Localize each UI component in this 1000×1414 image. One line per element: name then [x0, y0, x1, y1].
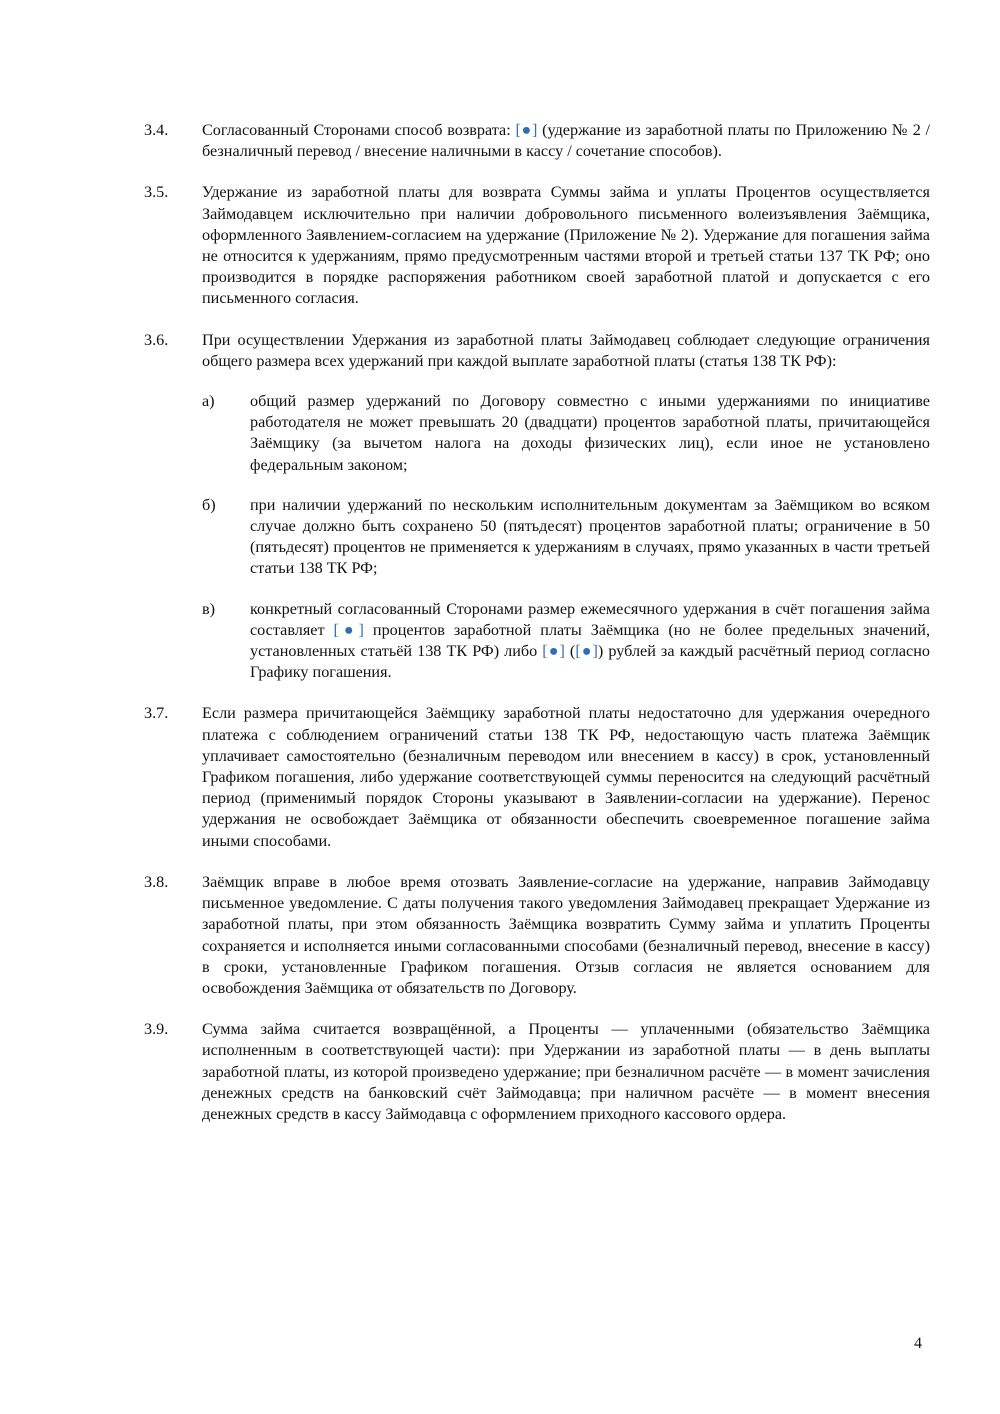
text-fragment: ) рублей за каждый расчётный период согласно Графику погашения. — [250, 642, 931, 682]
placeholder-marker: [●] — [575, 642, 598, 661]
clause-number: 3.4. — [144, 121, 169, 139]
clause-text: Удержание из заработной платы для возврата Суммы займа и уплаты Процентов осуществляется Займодавцем исключительно при наличии добровольного письменного волеизъявления Заёмщика, оформленного Заявлением-согласием на удержание (Приложение № 2). Удержание для погашения займа не относится к удержаниям, прямо предусмотренным частями второй и третьей статьи 137 ТК РФ; оно производится в порядке распоряжения работником своей заработной платой и допускается с его письменного согласия. — [202, 183, 930, 308]
subclause-text: при наличии удержаний по нескольким исполнительным документам за Заёмщиком во всяком случае должно быть сохранено 50 (пятьдесят) процентов заработной платы; ограничение в 50 (пятьдесят) процентов не применяется к удержаниям в случаях, прямо указанных в части третьей статьи 138 ТК РФ; — [250, 495, 930, 578]
document-body — [144, 120, 930, 1145]
clause-number: 3.8. — [144, 872, 169, 891]
clause-text: Если размера причитающейся Заёмщику заработной платы недостаточно для удержания очередного платежа с соблюдением ограничений статьи 138 ТК РФ, недостающую часть платежа Заёмщик уплачивает самостоятельно (безналичным переводом или внесением в кассу) в срок, установленный Графиком погашения, либо удержание соответствующей суммы переносится на следующий расчётный период (применимый порядок Стороны указывают в Заявлении-согласии на удержание). Перенос удержания не освобождает Заёмщика от обязанности обеспечить своевременное погашение займа иными способами. — [202, 704, 930, 850]
subclause-text: общий размер удержаний по Договору совместно с иными удержаниями по инициативе работодателя не может превышать 20 (двадцати) процентов заработной платы, причитающейся Заёмщику (за вычетом налога на доходы физических лиц), если иное не установлено федеральным законом; — [250, 392, 930, 474]
clause-3-4 — [144, 120, 930, 162]
clause-text: Сумма займа считается возвращённой, а Проценты — уплаченными (обязательство Заёмщика исполненным в соответствующей части): при Удержании из заработной платы — в день выплаты заработной платы, из которой произведено удержание; при безналичном расчёте — в момент зачисления денежных средств на банковский счёт Займодавца; при наличном расчёте — в момент внесения денежных средств в кассу Займодавца с оформлением приходного кассового ордера. — [202, 1020, 930, 1123]
placeholder-marker: [●] — [515, 121, 538, 139]
subclause-a — [202, 391, 930, 476]
subclause-letter: а) — [202, 392, 215, 411]
subclause-letter: в) — [202, 599, 216, 618]
page-number: 4 — [914, 1335, 922, 1352]
clause-text: При осуществлении Удержания из заработной платы Займодавец соблюдает следующие ограничения общего размера всех удержаний при каждой выплате заработной платы (статья 138 ТК РФ): — [202, 330, 930, 370]
placeholder-marker: [●] — [542, 642, 565, 661]
clause-3-6 — [144, 330, 930, 684]
clause-3-9 — [144, 1019, 930, 1125]
text-fragment: конкретный согласованный Сторонами размер ежемесячного удержания в счёт погашения займа составляет — [250, 599, 930, 639]
clause-number: 3.6. — [144, 330, 169, 349]
clause-body — [202, 330, 930, 684]
clause-text: Заёмщик вправе в любое время отозвать Заявление-согласие на удержание, направив Займодавцу письменное уведомление. С даты получения такого уведомления Займодавец прекращает Удержание из заработной платы, при этом обязанность Заёмщика возвратить Сумму займа и уплатить Проценты сохраняется и исполняется иными согласованными способами (безналичный перевод, внесение в кассу) в сроки, установленные Графиком погашения. Отзыв согласия не является основанием для освобождения Заёмщика от обязательств по Договору. — [202, 872, 930, 997]
subclause-letter: б) — [202, 495, 216, 514]
subclause-text — [250, 599, 930, 684]
clause-number: 3.7. — [144, 704, 169, 723]
clause-3-5 — [144, 182, 930, 309]
text-fragment: (удержание из заработной платы по Приложению № 2 / безналичный перевод / внесение наличными в кассу / сочетание способов). — [202, 121, 931, 161]
clause-number: 3.5. — [144, 183, 169, 202]
subclause-v — [202, 599, 930, 684]
clause-3-7 — [144, 703, 930, 851]
subclause-b — [202, 495, 930, 580]
clause-text — [202, 120, 930, 162]
text-fragment: процентов заработной платы Заёмщика (но не более предельных значений, установленных статьёй 138 ТК РФ) либо — [250, 620, 930, 661]
text-fragment: ( — [564, 642, 576, 661]
placeholder-marker: [●] — [333, 620, 364, 639]
clause-3-8 — [144, 872, 930, 999]
clause-number: 3.9. — [144, 1020, 169, 1039]
text-fragment: Согласованный Сторонами способ возврата: — [202, 121, 516, 139]
